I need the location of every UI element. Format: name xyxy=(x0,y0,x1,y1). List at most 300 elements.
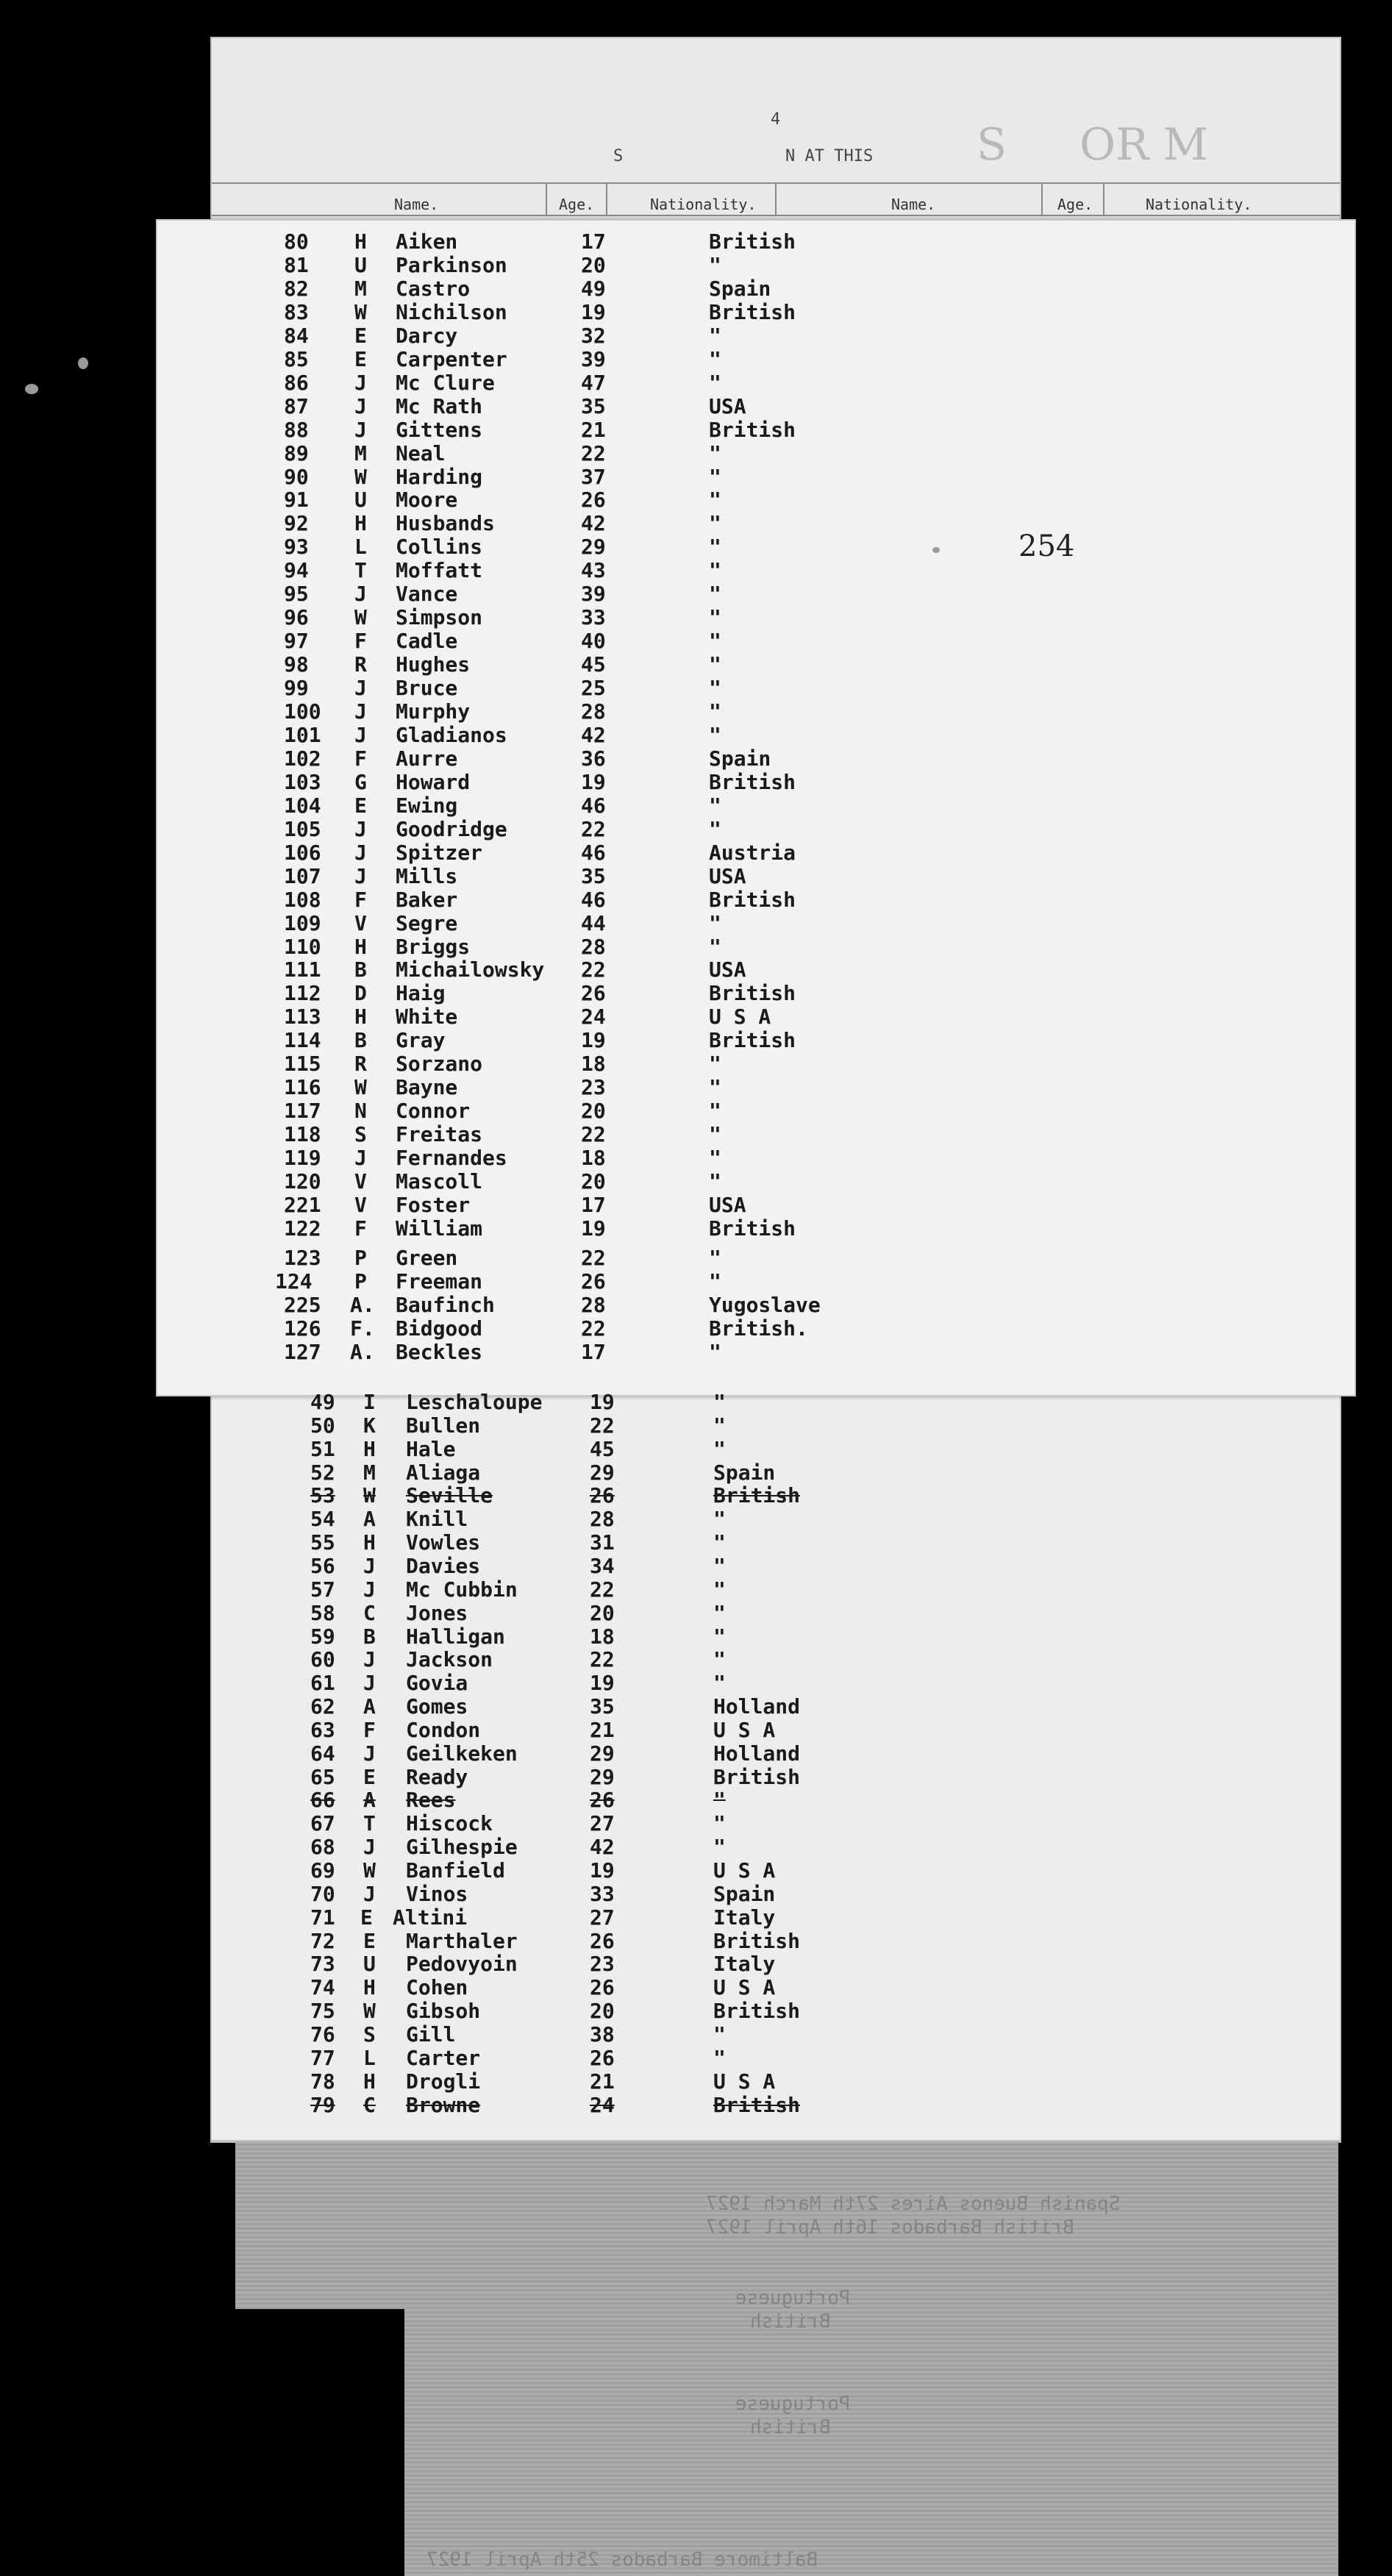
row-name: Altini xyxy=(393,1905,468,1930)
row-age: 22 xyxy=(581,1122,606,1147)
row-number: 88 xyxy=(284,417,309,442)
row-number: 49 xyxy=(310,1390,335,1414)
row-name: Bruce xyxy=(396,676,458,701)
row-nationality: " xyxy=(709,346,721,371)
row-nationality: " xyxy=(709,629,721,654)
row-number: 59 xyxy=(310,1624,335,1649)
row-age: 36 xyxy=(581,746,606,771)
row-nationality: British xyxy=(713,1999,801,2024)
speck xyxy=(25,384,38,394)
row-initial: R xyxy=(354,652,367,677)
row-nationality: " xyxy=(713,1671,726,1696)
row-nationality: British xyxy=(713,1764,801,1789)
row-name: Simpson xyxy=(396,605,483,630)
row-number: 73 xyxy=(310,1952,335,1977)
row-name: Pedovyoin xyxy=(406,1952,518,1977)
row-name: Condon xyxy=(406,1717,481,1742)
page-number: 4 xyxy=(771,110,781,129)
row-number: 93 xyxy=(284,535,309,560)
header-divider xyxy=(1103,182,1104,216)
row-number: 60 xyxy=(310,1647,335,1672)
row-age: 29 xyxy=(590,1764,615,1789)
row-nationality: Holland xyxy=(713,1694,801,1719)
row-age: 47 xyxy=(581,370,606,395)
row-age: 42 xyxy=(581,511,606,536)
row-number: 122 xyxy=(284,1216,321,1241)
row-initial: V xyxy=(354,1169,367,1194)
row-number: 68 xyxy=(310,1835,335,1860)
row-initial: J xyxy=(363,1553,376,1578)
bleed-through-line: British xyxy=(750,2416,831,2438)
row-nationality: " xyxy=(713,1788,726,1813)
row-age: 29 xyxy=(590,1741,615,1766)
row-name: Cohen xyxy=(406,1975,468,2000)
row-number: 70 xyxy=(310,1881,335,1906)
row-nationality: U S A xyxy=(713,2069,776,2094)
row-name: Seville xyxy=(406,1483,493,1508)
row-age: 21 xyxy=(590,2069,615,2094)
row-number: 115 xyxy=(284,1052,321,1077)
row-age: 26 xyxy=(590,2045,615,2070)
row-initial: H xyxy=(354,229,367,254)
row-name: Husbands xyxy=(396,511,495,536)
row-age: 20 xyxy=(590,1600,615,1625)
row-initial: J xyxy=(363,1671,376,1696)
row-age: 19 xyxy=(581,299,606,324)
row-age: 39 xyxy=(581,346,606,371)
row-nationality: British xyxy=(713,2092,801,2117)
row-nationality: " xyxy=(709,699,721,724)
bleed-through-line: Portuguese xyxy=(735,2287,851,2309)
row-name: Foster xyxy=(396,1192,471,1217)
row-number: 102 xyxy=(284,746,321,771)
row-nationality: Spain xyxy=(709,276,771,301)
row-age: 46 xyxy=(581,840,606,865)
header-divider xyxy=(546,182,547,216)
row-number: 89 xyxy=(284,440,309,465)
row-nationality: USA xyxy=(709,863,746,888)
row-name: Davies xyxy=(406,1553,481,1578)
row-number: 111 xyxy=(284,957,321,982)
row-initial: J xyxy=(363,1577,376,1602)
row-nationality: Italy xyxy=(713,1952,776,1977)
row-number: 221 xyxy=(284,1192,321,1217)
row-age: 26 xyxy=(590,1483,615,1508)
row-age: 20 xyxy=(581,1099,606,1124)
row-name: Gilhespie xyxy=(406,1835,518,1860)
row-name: Briggs xyxy=(396,934,471,959)
torn-corner xyxy=(235,2309,404,2576)
row-initial: U xyxy=(354,488,367,513)
row-number: 69 xyxy=(310,1858,335,1883)
row-number: 104 xyxy=(284,793,321,818)
row-initial: M xyxy=(354,440,367,465)
row-initial: P xyxy=(354,1245,367,1270)
row-nationality: " xyxy=(713,1390,726,1414)
row-number: 95 xyxy=(284,582,309,607)
row-nationality: " xyxy=(713,1577,726,1602)
row-initial: J xyxy=(354,863,367,888)
row-age: 28 xyxy=(581,934,606,959)
row-initial: F xyxy=(354,1216,367,1241)
row-number: 126 xyxy=(284,1316,321,1341)
row-nationality: USA xyxy=(709,1192,746,1217)
row-name: Mc Cubbin xyxy=(406,1577,518,1602)
row-name: Segre xyxy=(396,910,458,935)
row-name: Banfield xyxy=(406,1858,505,1883)
row-number: 74 xyxy=(310,1975,335,2000)
row-age: 22 xyxy=(581,1245,606,1270)
row-age: 18 xyxy=(581,1052,606,1077)
row-name: White xyxy=(396,1005,458,1030)
row-name: Gittens xyxy=(396,417,483,442)
row-initial: T xyxy=(354,558,367,583)
row-nationality: Austria xyxy=(709,840,796,865)
row-nationality: USA xyxy=(709,957,746,982)
row-initial: R xyxy=(354,1052,367,1077)
row-age: 29 xyxy=(581,535,606,560)
row-name: Aiken xyxy=(396,229,458,254)
row-nationality: British xyxy=(709,229,796,254)
row-nationality: " xyxy=(709,370,721,395)
row-initial: L xyxy=(354,535,367,560)
row-initial: S xyxy=(363,2022,376,2047)
header-divider xyxy=(775,182,777,216)
row-initial: W xyxy=(354,1075,367,1100)
row-nationality: U S A xyxy=(713,1975,776,2000)
col-head-nationality-2: Nationality. xyxy=(1146,196,1252,213)
row-age: 42 xyxy=(581,722,606,747)
row-number: 120 xyxy=(284,1169,321,1194)
bleed-through-line: British Barbados 16th April 1927 xyxy=(706,2216,1074,2238)
row-number: 83 xyxy=(284,299,309,324)
row-initial: E xyxy=(354,793,367,818)
row-name: Marthaler xyxy=(406,1928,518,1953)
row-age: 19 xyxy=(590,1390,615,1414)
row-initial: H xyxy=(363,1530,376,1555)
row-initial: J xyxy=(354,699,367,724)
header-divider xyxy=(1041,182,1043,216)
row-nationality: " xyxy=(713,1647,726,1672)
row-initial: J xyxy=(363,1647,376,1672)
row-initial: F. xyxy=(350,1316,375,1341)
row-number: 81 xyxy=(284,252,309,277)
row-number: 76 xyxy=(310,2022,335,2047)
row-name: Vinos xyxy=(406,1881,468,1906)
row-name: Darcy xyxy=(396,323,458,348)
row-name: Freeman xyxy=(396,1269,483,1294)
row-nationality: USA xyxy=(709,393,746,418)
row-nationality: " xyxy=(709,1075,721,1100)
row-number: 225 xyxy=(284,1292,321,1317)
row-initial: J xyxy=(354,1146,367,1171)
row-age: 27 xyxy=(590,1811,615,1836)
row-age: 19 xyxy=(590,1671,615,1696)
row-number: 57 xyxy=(310,1577,335,1602)
row-number: 71 xyxy=(310,1905,335,1930)
row-name: Bayne xyxy=(396,1075,458,1100)
row-initial: W xyxy=(354,464,367,489)
row-nationality: " xyxy=(713,1835,726,1860)
row-name: Murphy xyxy=(396,699,471,724)
row-initial: W xyxy=(354,299,367,324)
row-age: 26 xyxy=(581,488,606,513)
row-name: Gomes xyxy=(406,1694,468,1719)
row-number: 52 xyxy=(310,1460,335,1485)
row-initial: A xyxy=(363,1694,376,1719)
row-number: 79 xyxy=(310,2092,335,2117)
row-age: 26 xyxy=(590,1788,615,1813)
row-age: 22 xyxy=(581,1316,606,1341)
row-initial: F xyxy=(354,746,367,771)
row-initial: J xyxy=(354,582,367,607)
row-number: 56 xyxy=(310,1553,335,1578)
row-initial: A. xyxy=(350,1292,375,1317)
row-initial: E xyxy=(354,323,367,348)
row-number: 98 xyxy=(284,652,309,677)
row-nationality: " xyxy=(709,440,721,465)
row-age: 34 xyxy=(590,1553,615,1578)
row-number: 110 xyxy=(284,934,321,959)
col-head-name: Name. xyxy=(394,196,439,213)
row-nationality: " xyxy=(709,816,721,841)
speck xyxy=(78,357,88,369)
row-nationality: " xyxy=(709,1146,721,1171)
row-age: 20 xyxy=(581,1169,606,1194)
row-name: Harding xyxy=(396,464,483,489)
row-initial: L xyxy=(363,2045,376,2070)
row-name: Browne xyxy=(406,2092,481,2117)
row-initial: F xyxy=(354,887,367,912)
row-number: 86 xyxy=(284,370,309,395)
row-name: Gray xyxy=(396,1028,446,1053)
row-nationality: British xyxy=(713,1928,801,1953)
row-age: 26 xyxy=(590,1975,615,2000)
row-initial: C xyxy=(363,2092,376,2117)
row-name: Bullen xyxy=(406,1413,481,1438)
row-initial: H xyxy=(363,1436,376,1461)
row-name: Govia xyxy=(406,1671,468,1696)
row-initial: S xyxy=(354,1122,367,1147)
row-nationality: U S A xyxy=(713,1717,776,1742)
row-initial: P xyxy=(354,1269,367,1294)
row-nationality: " xyxy=(709,676,721,701)
row-number: 85 xyxy=(284,346,309,371)
row-age: 49 xyxy=(581,276,606,301)
row-initial: D xyxy=(354,981,367,1006)
row-age: 27 xyxy=(590,1905,615,1930)
row-nationality: " xyxy=(713,1530,726,1555)
row-name: Mc Rath xyxy=(396,393,483,418)
row-nationality: " xyxy=(713,1413,726,1438)
row-number: 100 xyxy=(284,699,321,724)
row-number: 124 xyxy=(275,1269,313,1294)
row-number: 105 xyxy=(284,816,321,841)
row-age: 37 xyxy=(581,464,606,489)
row-number: 91 xyxy=(284,488,309,513)
row-initial: E xyxy=(360,1905,373,1930)
row-name: Haig xyxy=(396,981,446,1006)
row-initial: M xyxy=(354,276,367,301)
row-name: Aliaga xyxy=(406,1460,481,1485)
row-nationality: " xyxy=(709,652,721,677)
row-name: Michailowsky xyxy=(396,957,545,982)
row-nationality: Spain xyxy=(709,746,771,771)
row-initial: I xyxy=(363,1390,376,1414)
row-nationality: " xyxy=(713,1436,726,1461)
row-initial: V xyxy=(354,1192,367,1217)
col-head-nationality: Nationality. xyxy=(650,196,757,213)
row-number: 96 xyxy=(284,605,309,630)
row-age: 19 xyxy=(581,1216,606,1241)
row-name: Howard xyxy=(396,769,471,794)
row-nationality: " xyxy=(709,1122,721,1147)
row-nationality: " xyxy=(709,252,721,277)
row-name: Fernandes xyxy=(396,1146,507,1171)
row-number: 119 xyxy=(284,1146,321,1171)
row-number: 114 xyxy=(284,1028,321,1053)
row-name: Ewing xyxy=(396,793,458,818)
row-age: 22 xyxy=(590,1413,615,1438)
row-nationality: " xyxy=(709,910,721,935)
row-nationality: " xyxy=(709,535,721,560)
row-nationality: British. xyxy=(709,1316,808,1341)
row-number: 108 xyxy=(284,887,321,912)
row-initial: U xyxy=(363,1952,376,1977)
row-name: Castro xyxy=(396,276,471,301)
row-number: 75 xyxy=(310,1999,335,2024)
row-number: 90 xyxy=(284,464,309,489)
row-initial: J xyxy=(354,676,367,701)
row-number: 99 xyxy=(284,676,309,701)
row-nationality: " xyxy=(709,793,721,818)
row-initial: J xyxy=(354,840,367,865)
row-age: 35 xyxy=(581,393,606,418)
row-initial: J xyxy=(354,816,367,841)
row-initial: W xyxy=(363,1483,376,1508)
row-age: 43 xyxy=(581,558,606,583)
row-age: 22 xyxy=(590,1647,615,1672)
row-nationality: " xyxy=(709,323,721,348)
row-initial: E xyxy=(363,1928,376,1953)
row-number: 54 xyxy=(310,1507,335,1532)
row-initial: H xyxy=(363,1975,376,2000)
row-nationality: Holland xyxy=(713,1741,801,1766)
row-name: Drogli xyxy=(406,2069,481,2094)
row-initial: J xyxy=(354,370,367,395)
page-heading-right: N AT THIS xyxy=(785,147,874,165)
row-age: 22 xyxy=(581,957,606,982)
row-number: 106 xyxy=(284,840,321,865)
row-age: 17 xyxy=(581,1192,606,1217)
row-nationality: British xyxy=(709,1028,796,1053)
row-initial: E xyxy=(363,1764,376,1789)
row-initial: U xyxy=(354,252,367,277)
row-name: Parkinson xyxy=(396,252,507,277)
row-name: Geilkeken xyxy=(406,1741,518,1766)
row-nationality: " xyxy=(709,1052,721,1077)
row-age: 20 xyxy=(590,1999,615,2024)
row-name: Carpenter xyxy=(396,346,507,371)
row-name: Collins xyxy=(396,535,483,560)
page-stamp: 254 xyxy=(1018,529,1075,563)
row-name: Leschaloupe xyxy=(406,1390,543,1414)
row-age: 26 xyxy=(581,1269,606,1294)
row-initial: B xyxy=(354,1028,367,1053)
row-nationality: British xyxy=(709,887,796,912)
row-initial: J xyxy=(354,417,367,442)
row-name: Connor xyxy=(396,1099,471,1124)
row-nationality: " xyxy=(709,558,721,583)
row-name: Moore xyxy=(396,488,458,513)
row-age: 25 xyxy=(581,676,606,701)
row-age: 22 xyxy=(581,816,606,841)
row-number: 58 xyxy=(310,1600,335,1625)
row-age: 19 xyxy=(590,1858,615,1883)
row-number: 77 xyxy=(310,2045,335,2070)
row-nationality: British xyxy=(709,1216,796,1241)
row-initial: C xyxy=(363,1600,376,1625)
row-age: 22 xyxy=(581,440,606,465)
row-initial: B xyxy=(363,1624,376,1649)
row-initial: B xyxy=(354,957,367,982)
row-name: Carter xyxy=(406,2045,481,2070)
row-nationality: " xyxy=(709,1099,721,1124)
row-number: 80 xyxy=(284,229,309,254)
row-age: 46 xyxy=(581,887,606,912)
row-age: 45 xyxy=(581,652,606,677)
col-head-age: Age. xyxy=(559,196,595,213)
faint-heading-s: S xyxy=(977,119,1007,171)
row-number: 118 xyxy=(284,1122,321,1147)
row-name: Beckles xyxy=(396,1339,483,1364)
row-age: 28 xyxy=(590,1507,615,1532)
row-number: 72 xyxy=(310,1928,335,1953)
row-age: 33 xyxy=(581,605,606,630)
row-name: Spitzer xyxy=(396,840,483,865)
row-age: 21 xyxy=(581,417,606,442)
row-nationality: " xyxy=(709,488,721,513)
row-initial: A xyxy=(363,1788,376,1813)
row-initial: A. xyxy=(350,1339,375,1364)
row-nationality: U S A xyxy=(713,1858,776,1883)
page-heading-left: S xyxy=(613,147,624,165)
row-initial: N xyxy=(354,1099,367,1124)
row-initial: W xyxy=(354,605,367,630)
row-nationality: " xyxy=(709,511,721,536)
row-number: 53 xyxy=(310,1483,335,1508)
row-name: Goodridge xyxy=(396,816,507,841)
row-nationality: " xyxy=(709,1169,721,1194)
row-number: 117 xyxy=(284,1099,321,1124)
faint-heading-text: OR M xyxy=(1079,119,1208,171)
col-head-age-2: Age. xyxy=(1057,196,1093,213)
row-name: Baker xyxy=(396,887,458,912)
row-age: 44 xyxy=(581,910,606,935)
bleed-through-line: Portuguese xyxy=(735,2393,851,2415)
row-number: 64 xyxy=(310,1741,335,1766)
row-age: 38 xyxy=(590,2022,615,2047)
row-initial: W xyxy=(363,1999,376,2024)
row-number: 55 xyxy=(310,1530,335,1555)
row-name: Hale xyxy=(406,1436,456,1461)
row-number: 61 xyxy=(310,1671,335,1696)
row-nationality: " xyxy=(709,934,721,959)
row-age: 31 xyxy=(590,1530,615,1555)
row-initial: V xyxy=(354,910,367,935)
row-name: Vance xyxy=(396,582,458,607)
row-nationality: " xyxy=(709,1245,721,1270)
